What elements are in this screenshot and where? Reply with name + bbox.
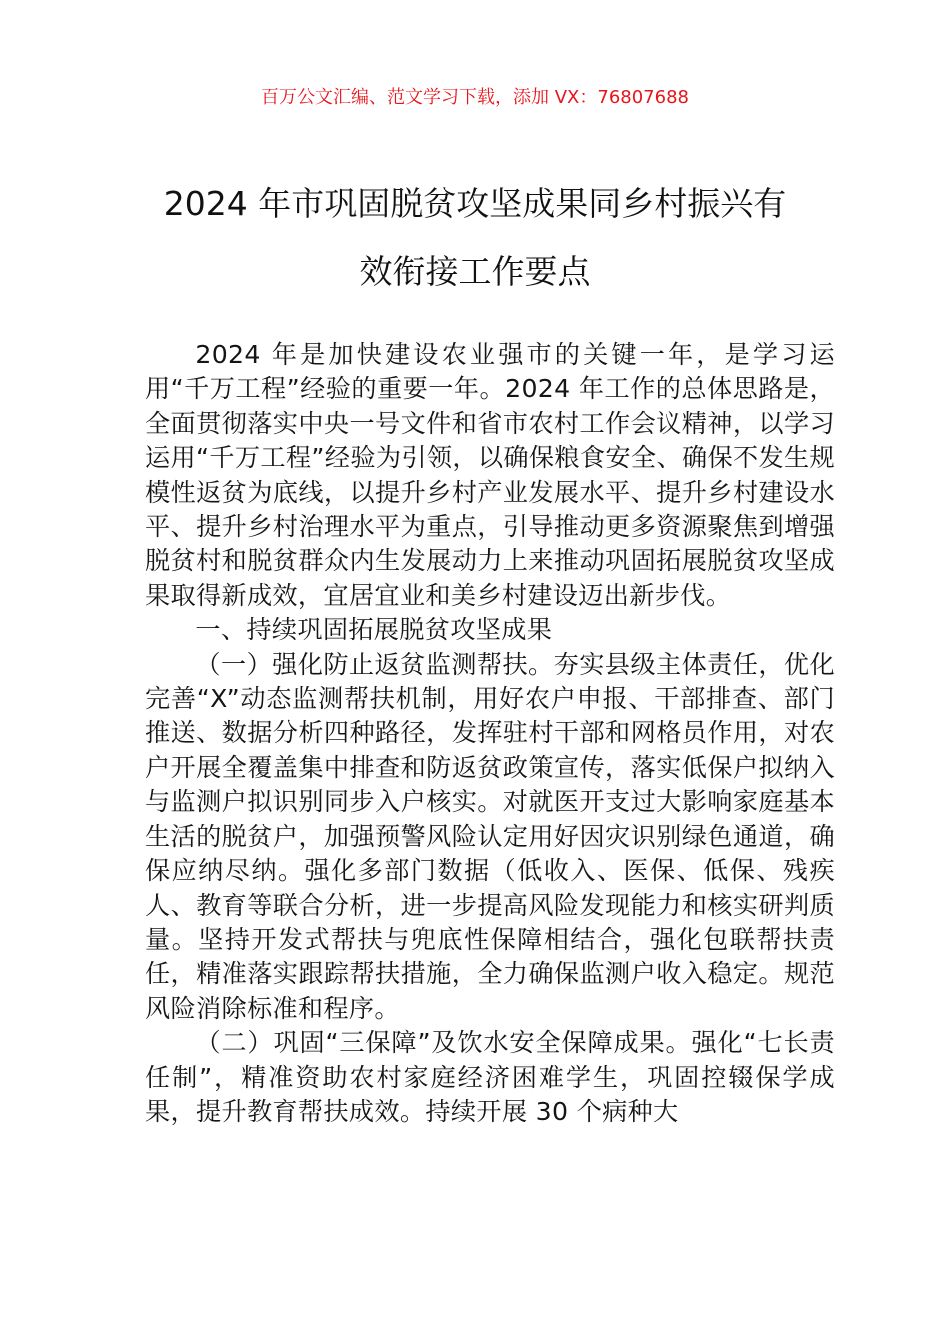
section-heading-1: 一、持续巩固拓展脱贫攻坚成果 — [195, 615, 553, 645]
subsection-paragraph-2: （二）巩固“三保障”及饮水安全保障成果。强化“七长责任制”，精准资助农村家庭经济困难学生，巩固控辍保学成果，提升教育帮扶成效。持续开展 30 个病种大 — [145, 1028, 835, 1126]
title-line-2: 效衔接工作要点 — [359, 252, 591, 291]
subsection-paragraph-1: （一）强化防止返贫监测帮扶。夯实县级主体责任，优化完善“X”动态监测帮扶机制，用好农户申报、干部排查、部门推送、数据分析四种路径，发挥驻村干部和网格员作用，对农户开展全覆盖集中排查和防返贫政策宣传，落实低保户拟纳入与监测户拟识别同步入户核实。对就医开支过大影响家庭基本生活的脱贫户，加强预警风险认定用好因灾识别绿色通道，确保应纳尽纳。强化多部门数据（低收入、医保、低保、残疾人、教育等联合分析，进一步提高风险发现能力和核实研判质量。坚持开发式帮扶与兜底性保障相结合，强化包联帮扶责任，精准落实跟踪帮扶措施，全力确保监测户收入稳定。规范风险消除标准和程序。 — [145, 649, 835, 1023]
title-line-1: 2024 年市巩固脱贫攻坚成果同乡村振兴有 — [163, 184, 787, 223]
intro-paragraph: 2024 年是加快建设农业强市的关键一年，是学习运用“千万工程”经验的重要一年。2024 年工作的总体思路是，全面贯彻落实中央一号文件和省市农村工作会议精神，以学习运用“千万工程”经验为引领，以确保粮食安全、确保不发生规模性返贫为底线，以提升乡村产业发展水平、提升乡村建设水平、提升乡村治理水平为重点，引导推动更多资源聚焦到增强脱贫村和脱贫群众内生发展动力上来推动巩固拓展脱贫攻坚成果取得新成效，宜居宜业和美乡村建设迈出新步伐。 — [145, 340, 835, 610]
watermark-header-note: 百万公文汇编、范文学习下载，添加 VX：76807688 — [261, 87, 689, 108]
document-title — [130, 170, 820, 306]
document-body — [145, 338, 835, 1129]
